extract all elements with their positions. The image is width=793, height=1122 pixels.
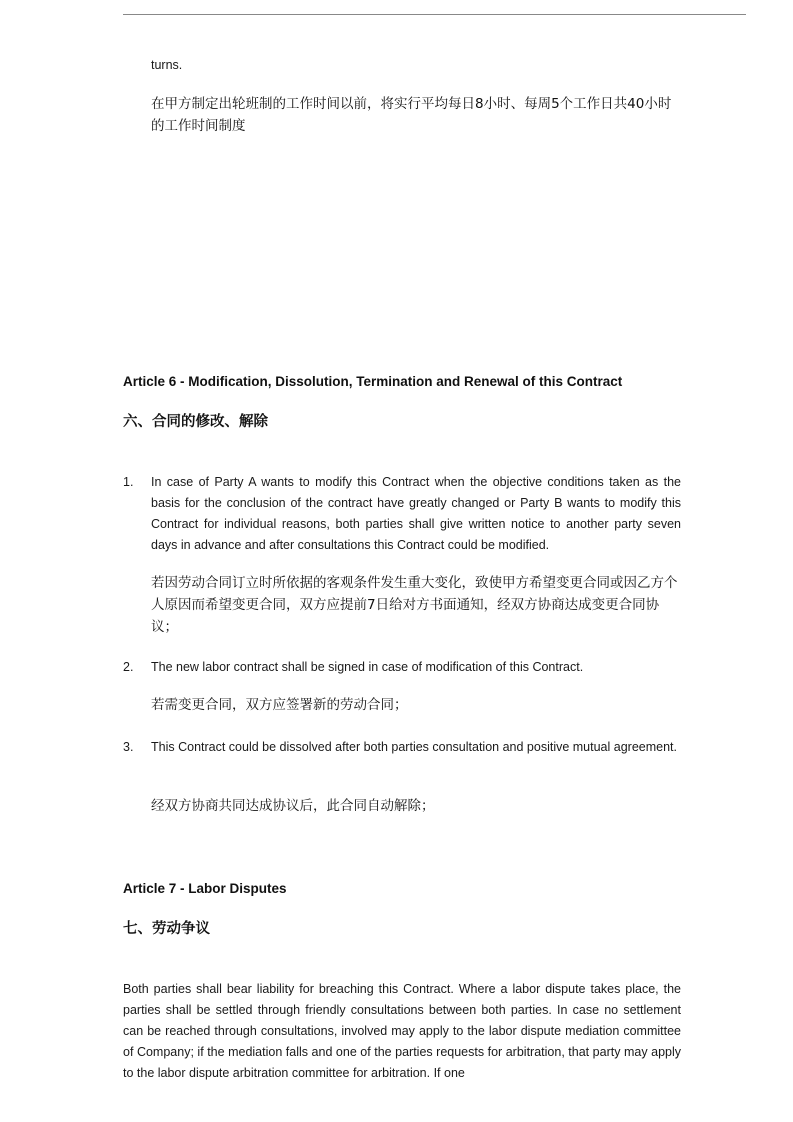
article-6-heading-zh: 六、合同的修改、解除	[123, 414, 268, 430]
article-7-heading-en: Article 7 - Labor Disputes	[123, 881, 287, 896]
list-item-text-en: This Contract could be dissolved after both parties consultation and positive mutual agreement.	[151, 740, 677, 754]
list-item-number: 3.	[123, 740, 134, 754]
continuation-text-zh: 在甲方制定出轮班制的工作时间以前，将实行平均每日8小时、每周5个工作日共40小时的工作时间制度	[151, 96, 672, 134]
article-7-heading-zh: 七、劳动争议	[123, 921, 210, 937]
header-rule	[123, 14, 746, 15]
list-item-text-zh: 若因劳动合同订立时所依据的客观条件发生重大变化，致使甲方希望变更合同或因乙方个人原因而希望变更合同，双方应提前7日给对方书面通知，经双方协商达成变更合同协议；	[151, 575, 678, 635]
list-item-text-en: The new labor contract shall be signed in case of modification of this Contract.	[151, 660, 584, 674]
list-item-number: 2.	[123, 660, 134, 674]
list-item-text-en: In case of Party A wants to modify this Contract when the objective conditions taken as the basis for the conclusion of the contract have greatly changed or Party B wants to modify this Contract for individual reasons, both parties shall give written notice to another party seven days in advance and after consultations this Contract could be modified.	[151, 475, 681, 552]
list-item-text-zh: 若需变更合同，双方应签署新的劳动合同；	[151, 697, 408, 713]
list-item-text-zh: 经双方协商共同达成协议后，此合同自动解除；	[151, 798, 435, 814]
article-7-paragraph-en: Both parties shall bear liability for breaching this Contract. Where a labor dispute takes place, the parties shall be settled through friendly consultations between both parties. In case no settlement can be reached through consultations, involved may apply to the labor dispute mediation committee of Company; if the mediation falls and one of the parties requests for arbitration, that party may apply to the labor dispute arbitration committee for arbitration. If one	[123, 982, 681, 1080]
list-item-number: 1.	[123, 475, 134, 489]
article-6-heading-en: Article 6 - Modification, Dissolution, Termination and Renewal of this Contract	[123, 374, 623, 389]
continuation-text-en: turns.	[151, 58, 183, 72]
